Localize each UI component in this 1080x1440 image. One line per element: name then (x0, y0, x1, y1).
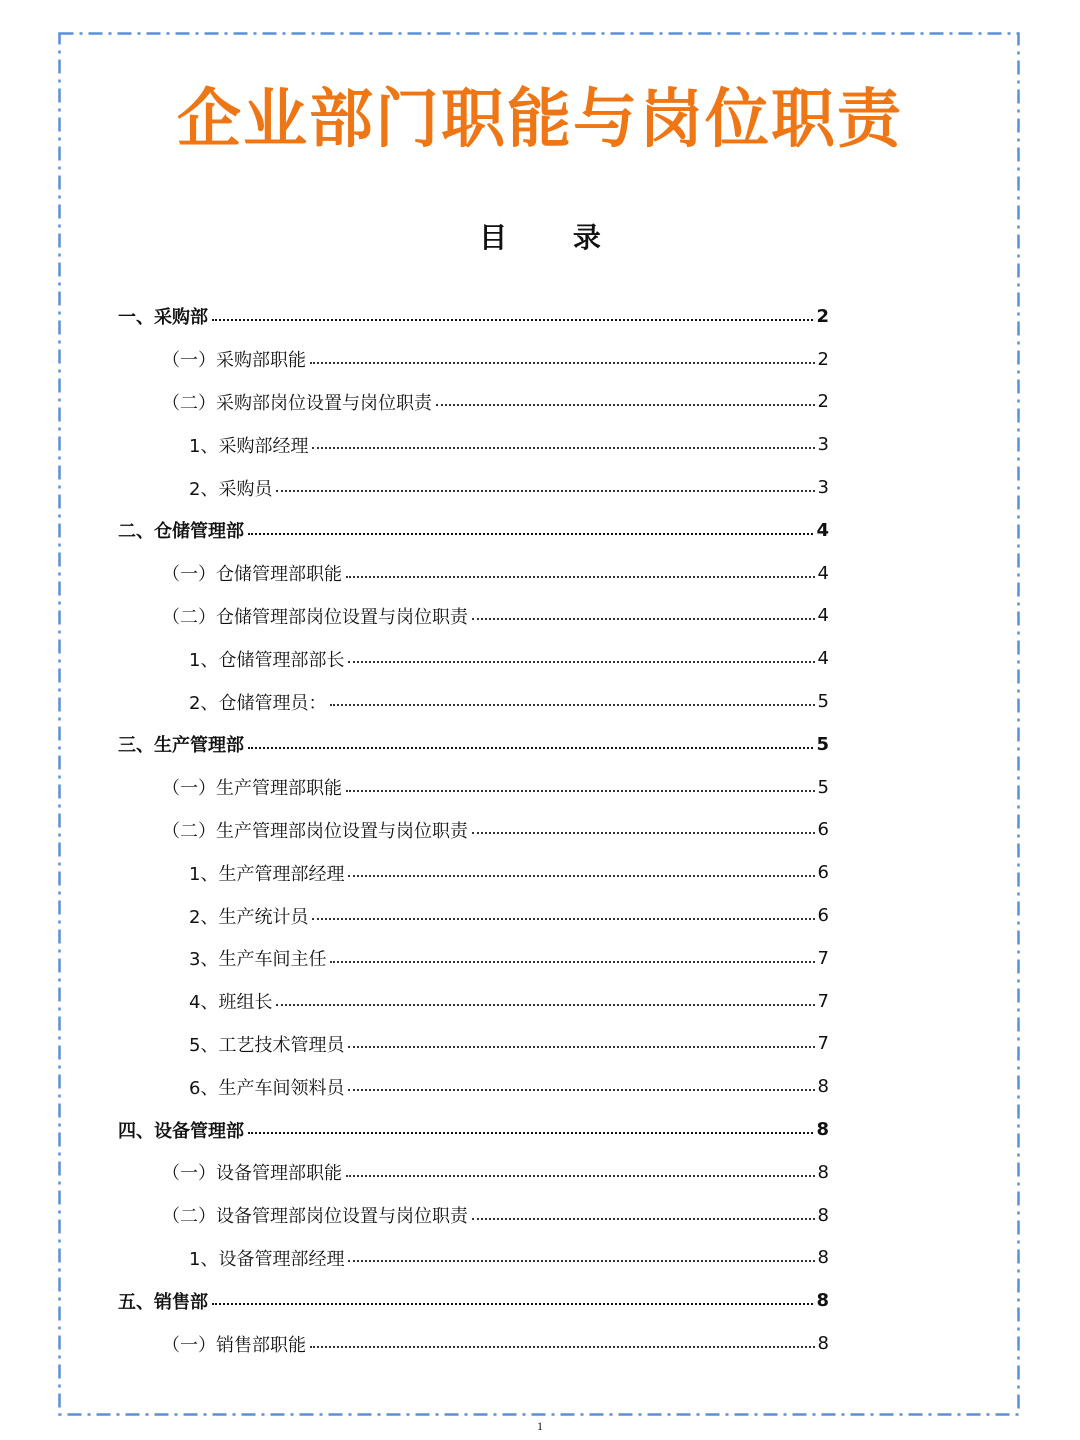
toc-entry[interactable] (0, 766, 1080, 809)
toc-entry-page: 6 (817, 862, 829, 884)
toc-dot-leader (312, 447, 814, 449)
toc-dot-leader (348, 661, 814, 663)
toc-entry-number: 1、 (189, 435, 219, 457)
toc-entry-page: 4 (817, 648, 829, 670)
toc-dot-leader (346, 790, 815, 792)
toc-entry-label: 采购部经理 (218, 435, 309, 457)
toc-entry-label: 设备管理部岗位设置与岗位职责 (216, 1206, 468, 1228)
toc-entry-number: （一） (162, 1163, 216, 1185)
toc-entry-page: 8 (816, 1290, 829, 1312)
toc-entry[interactable] (0, 423, 1080, 466)
toc-entry-number: （一） (162, 564, 216, 586)
toc-entry-page: 7 (817, 990, 829, 1012)
toc-entry-page: 4 (817, 562, 829, 584)
toc-entry[interactable] (0, 937, 1080, 980)
toc-entry[interactable] (0, 723, 1080, 766)
toc-dot-leader (248, 533, 813, 535)
toc-entry[interactable] (0, 338, 1080, 381)
toc-entry-number: 三、 (118, 735, 154, 757)
toc-entry-page: 7 (817, 947, 829, 969)
toc-entry-number: 6、 (189, 1077, 219, 1099)
toc-entry[interactable] (0, 980, 1080, 1023)
toc-dot-leader (330, 704, 814, 706)
toc-entry[interactable] (0, 1194, 1080, 1237)
toc-dot-leader (248, 1132, 813, 1134)
toc-entry-page: 6 (817, 905, 829, 927)
toc-entry-label: 仓储管理部岗位设置与岗位职责 (216, 606, 468, 628)
toc-entry[interactable] (0, 1065, 1080, 1108)
toc-entry[interactable] (0, 637, 1080, 680)
toc-entry-number: 1、 (189, 1248, 219, 1270)
toc-entry-number: 一、 (118, 307, 154, 329)
toc-entry-number: （二） (162, 606, 216, 628)
toc-dot-leader (276, 1004, 814, 1006)
toc-entry-label: 仓储管理部职能 (216, 564, 342, 586)
toc-entry-label: 生产车间主任 (218, 949, 327, 971)
toc-entry-page: 8 (817, 1247, 829, 1269)
toc-entry-number: （一） (162, 1334, 216, 1356)
toc-dot-leader (346, 1175, 815, 1177)
toc-entry-number: 3、 (189, 949, 219, 971)
toc-entry-number: 四、 (118, 1120, 154, 1142)
page-number: 1 (537, 1419, 543, 1433)
toc-dot-leader (212, 319, 813, 321)
toc-entry[interactable] (0, 680, 1080, 723)
toc-dot-leader (310, 362, 815, 364)
toc-dot-leader (276, 490, 814, 492)
toc-entry-label: 设备管理部经理 (218, 1248, 345, 1270)
toc-entry-page: 8 (817, 1204, 829, 1226)
toc-entry-label: 生产统计员 (218, 906, 309, 928)
toc-entry-label: 生产管理部经理 (218, 863, 345, 885)
toc-entry-label: 班组长 (218, 992, 273, 1014)
toc-entry-page: 3 (817, 477, 829, 499)
toc-entry-label: 销售部职能 (216, 1334, 306, 1356)
toc-entry-page: 5 (817, 776, 829, 798)
toc-entry[interactable] (0, 466, 1080, 509)
toc-entry-label: 仓储管理部 (154, 521, 244, 543)
toc-dot-leader (312, 918, 814, 920)
toc-entry-label: 生产管理部 (154, 735, 244, 757)
toc-entry-page: 2 (816, 305, 829, 327)
toc-entry-page: 8 (816, 1119, 829, 1141)
toc-entry-label: 工艺技术管理员 (218, 1034, 345, 1056)
toc-entry[interactable] (0, 595, 1080, 638)
toc-entry-number: （二） (162, 1206, 216, 1228)
toc-entry[interactable] (0, 1108, 1080, 1151)
toc-entry[interactable] (0, 1151, 1080, 1194)
toc-entry[interactable] (0, 509, 1080, 552)
toc-entry-number: 2、 (189, 478, 219, 500)
toc-dot-leader (310, 1346, 815, 1348)
toc-dot-leader (472, 618, 815, 620)
toc-dot-leader (330, 961, 814, 963)
toc-heading: 目 录 (479, 221, 629, 254)
toc-entry-page: 2 (817, 391, 829, 413)
toc-entry-page: 7 (817, 1033, 829, 1055)
toc-dot-leader (212, 1303, 813, 1305)
toc-dot-leader (348, 1089, 814, 1091)
toc-entry-label: 仓储管理员： (218, 692, 327, 714)
toc-entry[interactable] (0, 1237, 1080, 1280)
toc-dot-leader (348, 1046, 814, 1048)
toc-entry-number: 五、 (118, 1291, 154, 1313)
toc-dot-leader (348, 875, 814, 877)
toc-entry-number: 5、 (189, 1034, 219, 1056)
toc-entry-number: 2、 (189, 692, 219, 714)
toc-dot-leader (248, 747, 813, 749)
toc-entry[interactable] (0, 809, 1080, 852)
toc-entry-page: 8 (817, 1333, 829, 1355)
toc-entry-label: 采购部职能 (216, 350, 306, 372)
toc-dot-leader (346, 576, 815, 578)
document-title: 企业部门职能与岗位职责 (177, 83, 903, 157)
toc-entry-label: 设备管理部职能 (216, 1163, 342, 1185)
toc-entry-page: 6 (817, 819, 829, 841)
toc-dot-leader (348, 1260, 814, 1262)
toc-entry[interactable] (0, 552, 1080, 595)
toc-entry[interactable] (0, 295, 1080, 338)
toc-entry-label: 生产车间领料员 (218, 1077, 345, 1099)
toc-entry[interactable] (0, 381, 1080, 424)
toc-entry[interactable] (0, 1023, 1080, 1066)
toc-entry[interactable] (0, 894, 1080, 937)
toc-entry-page: 3 (817, 434, 829, 456)
toc-entry-number: （二） (162, 392, 216, 414)
toc-entry-number: 1、 (189, 649, 219, 671)
table-of-contents (0, 295, 1080, 1365)
toc-entry-number: 4、 (189, 992, 219, 1014)
toc-entry-number: （二） (162, 820, 216, 842)
toc-entry-label: 设备管理部 (154, 1120, 244, 1142)
toc-entry-number: （一） (162, 778, 216, 800)
toc-entry[interactable] (0, 1279, 1080, 1322)
toc-entry-label: 生产管理部岗位设置与岗位职责 (216, 820, 468, 842)
toc-entry-label: 采购员 (218, 478, 273, 500)
toc-entry-page: 8 (817, 1161, 829, 1183)
toc-dot-leader (436, 404, 815, 406)
toc-entry-label: 采购部 (154, 307, 208, 329)
toc-entry-page: 4 (817, 605, 829, 627)
toc-entry-page: 4 (816, 519, 829, 541)
toc-entry-page: 2 (817, 348, 829, 370)
toc-entry-number: 二、 (118, 521, 154, 543)
toc-entry-number: 1、 (189, 863, 219, 885)
toc-entry-page: 5 (816, 733, 829, 755)
toc-dot-leader (472, 1218, 815, 1220)
toc-entry-number: 2、 (189, 906, 219, 928)
toc-entry-label: 销售部 (154, 1291, 208, 1313)
toc-entry-label: 采购部岗位设置与岗位职责 (216, 392, 432, 414)
toc-entry-page: 8 (817, 1076, 829, 1098)
toc-entry-number: （一） (162, 350, 216, 372)
toc-entry-label: 生产管理部职能 (216, 778, 342, 800)
toc-entry-label: 仓储管理部部长 (218, 649, 345, 671)
toc-entry[interactable] (0, 851, 1080, 894)
toc-dot-leader (472, 832, 815, 834)
toc-entry[interactable] (0, 1322, 1080, 1365)
toc-entry-page: 5 (817, 691, 829, 713)
